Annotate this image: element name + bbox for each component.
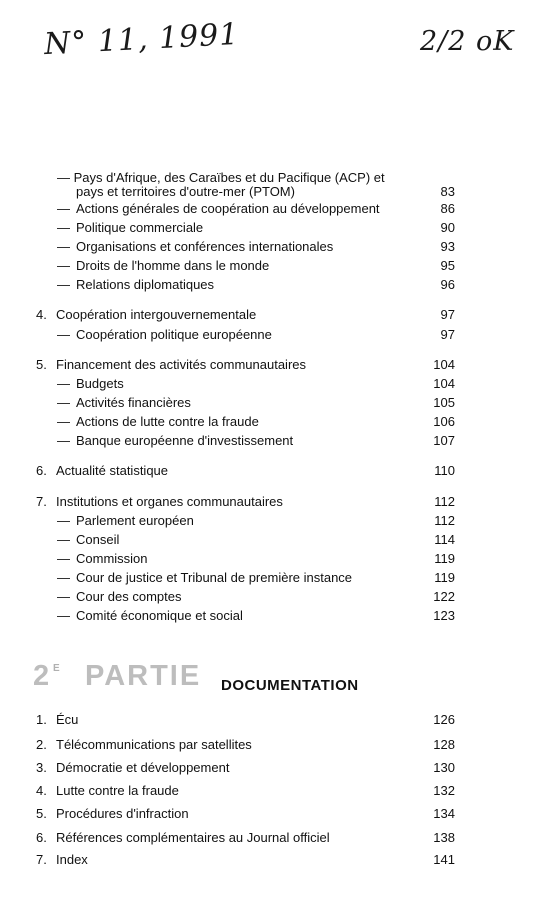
toc-subentry [0, 238, 533, 256]
toc-subentry [0, 200, 533, 218]
toc-dash: — [57, 327, 70, 342]
toc-page-number: 119 [434, 551, 455, 566]
toc-dash: — [57, 532, 70, 547]
toc-entry-label: Droits de l'homme dans le monde [76, 258, 270, 273]
toc-entry-label: Lutte contre la fraude [56, 783, 179, 798]
toc-dash: — [57, 608, 70, 623]
toc-entry-label: Politique commerciale [76, 220, 204, 235]
toc-subentry [0, 276, 533, 294]
toc-page-number: 141 [433, 852, 455, 867]
toc-dash: — [57, 570, 70, 585]
toc-subentry [0, 588, 533, 606]
toc-section-number: 5. [36, 806, 47, 821]
toc-section-number: 6. [36, 463, 47, 478]
toc-page-number: 138 [433, 830, 455, 845]
toc-dash: — [57, 258, 70, 273]
handwritten-check-note: 2/2 oK [420, 26, 515, 57]
part-title: DOCUMENTATION [221, 677, 359, 694]
toc-entry-label: Coopération politique européenne [76, 327, 272, 342]
toc-page-number: 130 [433, 760, 455, 775]
toc-subentry [0, 219, 533, 237]
toc-subentry [0, 531, 533, 549]
toc-entry-label: Procédures d'infraction [56, 806, 189, 821]
toc-entry-label: Actualité statistique [56, 463, 169, 478]
toc-section-number: 3. [36, 760, 47, 775]
toc-entry-label: Démocratie et développement [56, 760, 230, 775]
toc-dash: — [57, 589, 70, 604]
toc-page-number: 106 [433, 414, 455, 429]
toc-page-number: 112 [434, 513, 455, 528]
toc-subentry [0, 432, 533, 450]
toc-page-number: 93 [440, 239, 455, 254]
part-number: 2 [33, 660, 50, 692]
toc-entry-label-line1: — Pays d'Afrique, des Caraïbes et du Pacifique (ACP) et [57, 170, 385, 185]
toc-page-number: 110 [434, 463, 455, 478]
toc-entry-label: Coopération intergouvernementale [56, 307, 257, 322]
toc-page-number: 83 [440, 184, 455, 199]
toc-section [0, 493, 533, 511]
toc-dash: — [57, 376, 70, 391]
toc-dash: — [57, 239, 70, 254]
toc-section-number: 5. [36, 357, 47, 372]
toc-dash: — [57, 433, 70, 448]
toc-entry-label: Parlement européen [76, 513, 194, 528]
part-label: PARTIE [85, 660, 202, 692]
toc-entry-label: Relations diplomatiques [76, 277, 215, 292]
toc-page-number: 96 [440, 277, 455, 292]
toc-dash: — [57, 414, 70, 429]
toc-page-number: 134 [433, 806, 455, 821]
toc-subentry [0, 326, 533, 344]
toc-subentry [0, 257, 533, 275]
toc-subentry [0, 550, 533, 568]
toc-entry-label: Actions générales de coopération au développement [76, 201, 380, 216]
toc-section [0, 805, 533, 823]
toc-page-number: 112 [434, 494, 455, 509]
toc-page-number: 114 [434, 532, 455, 547]
toc-entry-label: Index [56, 852, 88, 867]
toc-page-number: 97 [440, 327, 455, 342]
toc-section-number: 1. [36, 712, 47, 727]
toc-page-number: 123 [433, 608, 455, 623]
toc-section [0, 306, 533, 324]
toc-page-number: 122 [433, 589, 455, 604]
toc-page-number: 104 [433, 376, 455, 391]
toc-subentry [0, 607, 533, 625]
toc-section-number: 7. [36, 494, 47, 509]
toc-subentry [0, 569, 533, 587]
toc-section-number: 4. [36, 307, 47, 322]
toc-entry-label: Références complémentaires au Journal officiel [56, 830, 330, 845]
toc-section [0, 462, 533, 480]
toc-entry-acp-continued [0, 183, 533, 201]
toc-entry-label: Banque européenne d'investissement [76, 433, 294, 448]
toc-subentry [0, 375, 533, 393]
toc-page-number: 86 [440, 201, 455, 216]
toc-entry-label-line2: pays et territoires d'outre-mer (PTOM) [76, 184, 295, 199]
toc-dash: — [57, 201, 70, 216]
toc-section-number: 6. [36, 830, 47, 845]
toc-page-number: 126 [433, 712, 455, 727]
toc-section-number: 4. [36, 783, 47, 798]
toc-page-number: 90 [440, 220, 455, 235]
toc-entry-label: Budgets [76, 376, 124, 391]
toc-page-number: 104 [433, 357, 455, 372]
toc-entry-label: Activités financières [76, 395, 191, 410]
toc-page-number: 107 [433, 433, 455, 448]
toc-section [0, 759, 533, 777]
toc-section [0, 356, 533, 374]
part-number-superscript: E [53, 663, 60, 674]
toc-entry-label: Télécommunications par satellites [56, 737, 252, 752]
toc-page-number: 132 [433, 783, 455, 798]
toc-dash: — [57, 395, 70, 410]
toc-entry-label: Financement des activités communautaires [56, 357, 307, 372]
toc-dash: — [57, 220, 70, 235]
toc-page-number: 119 [434, 570, 455, 585]
toc-page-number: 97 [440, 307, 455, 322]
toc-entry-label: Actions de lutte contre la fraude [76, 414, 259, 429]
toc-dash: — [57, 277, 70, 292]
toc-page-number: 95 [440, 258, 455, 273]
toc-subentry [0, 512, 533, 530]
toc-entry-label: Commission [76, 551, 148, 566]
toc-entry-label: Écu [56, 712, 79, 727]
toc-entry-label: Cour de justice et Tribunal de première instance [76, 570, 353, 585]
toc-section [0, 851, 533, 869]
toc-section [0, 736, 533, 754]
toc-dash: — [57, 513, 70, 528]
toc-entry-label: Comité économique et social [76, 608, 243, 623]
toc-subentry [0, 413, 533, 431]
toc-entry-label: Organisations et conférences internationales [76, 239, 334, 254]
toc-section-number: 2. [36, 737, 47, 752]
toc-page-number: 128 [433, 737, 455, 752]
toc-section-number: 7. [36, 852, 47, 867]
toc-section [0, 711, 533, 729]
handwritten-issue-number: N° 11, 1991 [43, 16, 241, 63]
part2-heading [33, 660, 493, 700]
toc-dash: — [57, 551, 70, 566]
toc-subentry [0, 394, 533, 412]
toc-page-number: 105 [433, 395, 455, 410]
toc-section [0, 782, 533, 800]
toc-entry-label: Conseil [76, 532, 120, 547]
toc-section [0, 829, 533, 847]
toc-entry-label: Cour des comptes [76, 589, 182, 604]
toc-entry-label: Institutions et organes communautaires [56, 494, 283, 509]
